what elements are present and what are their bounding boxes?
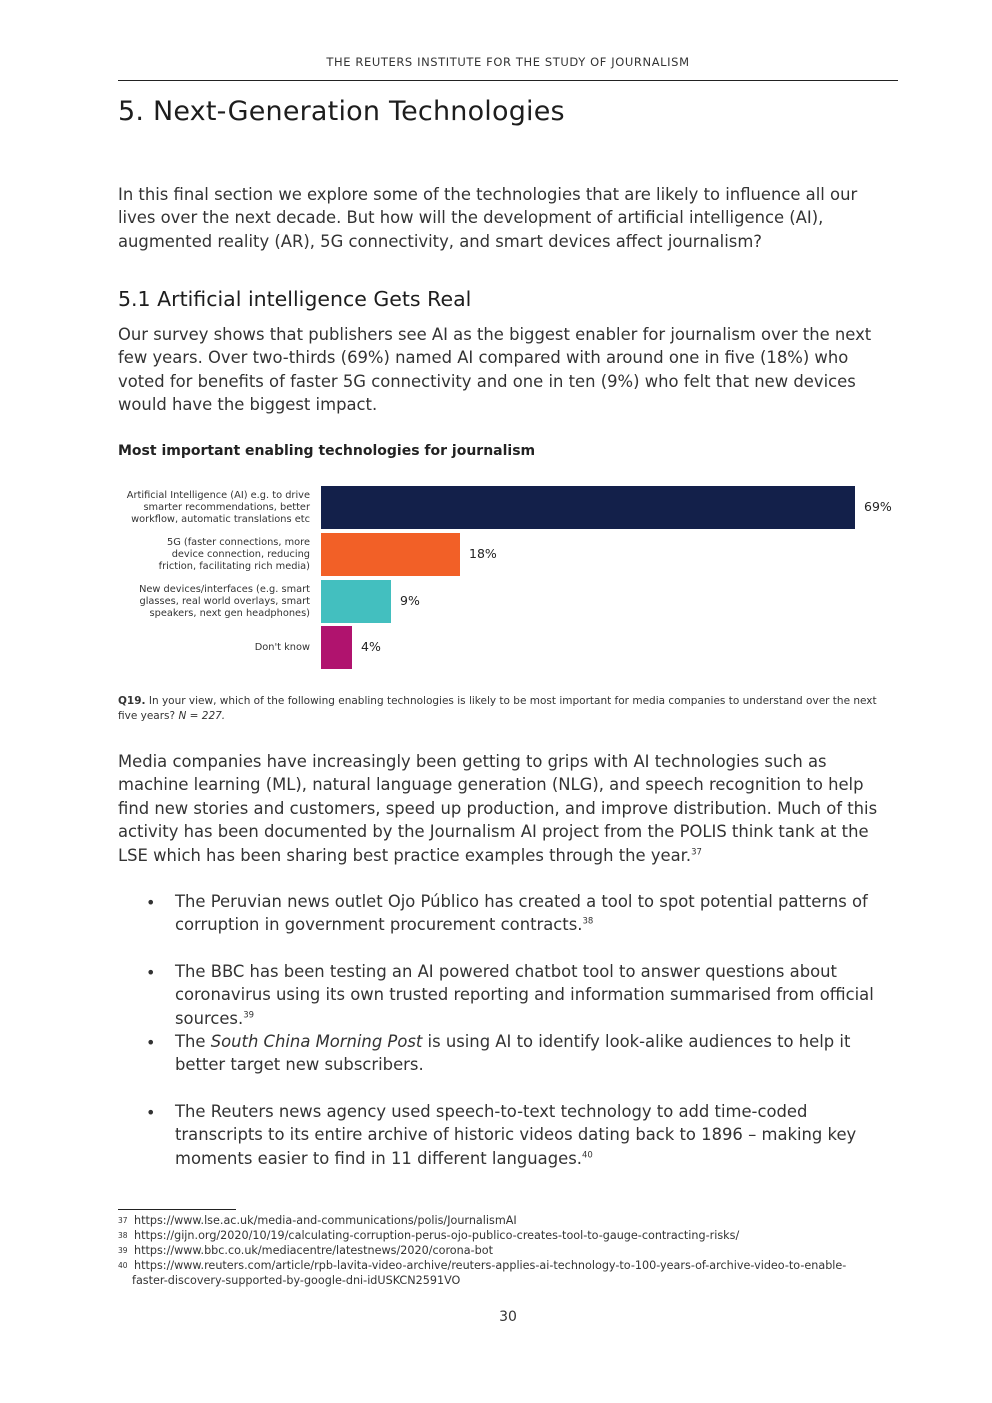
- bar-category-label-line: smarter recommendations, better: [143, 501, 310, 513]
- footnote-number: 38: [118, 1231, 128, 1240]
- footnote: [118, 1228, 898, 1243]
- footnote-ref: 37: [691, 847, 702, 858]
- bar-category-label-line: friction, facilitating rich media): [158, 560, 310, 572]
- bullet-marker: •: [146, 1103, 156, 1122]
- subsection-paragraph: Our survey shows that publishers see AI as the biggest enabler for journalism over the next few years. Over two-thirds (69%) named AI compared with around one in five (18%) who voted for benefits of faster 5G connectivity and one in ten (9%) who felt that new devices would have the biggest impact.: [118, 325, 872, 415]
- bullet-marker: •: [146, 1033, 156, 1052]
- footnote-number: 40: [118, 1261, 128, 1270]
- bar-value-label: 4%: [361, 639, 381, 654]
- bullet-marker: •: [146, 963, 156, 982]
- bullet-text-prefix: The: [175, 1032, 211, 1051]
- bullet-item: [175, 1100, 900, 1170]
- bar-category-label: [112, 642, 310, 654]
- bullet-marker: •: [146, 893, 156, 912]
- footnote-link[interactable]: https://gijn.org/2020/10/19/calculating-corruption-perus-ojo-publico-creates-tool-to-gauge-contracting-risks/: [134, 1229, 740, 1242]
- subsection-title: 5.1 Artificial intelligence Gets Real: [118, 287, 472, 311]
- intro-paragraph: In this final section we explore some of the technologies that are likely to influence all our lives over the next decade. But how will the development of artificial intelligence (AI), augmented reality (AR), 5G connectivity, and smart devices affect journalism?: [118, 185, 858, 251]
- bullet-text: The Peruvian news outlet Ojo Público has created a tool to spot potential patterns of corruption in government procurement contracts.: [175, 892, 868, 935]
- bar-value-label: 18%: [469, 546, 497, 561]
- header-divider: [118, 80, 898, 81]
- bar-category-label-line: device connection, reducing: [171, 548, 310, 560]
- chart-question-note: [118, 694, 898, 724]
- bar-category-label-line: workflow, automatic translations etc: [131, 513, 310, 525]
- bullet-item: [175, 890, 900, 937]
- bullet-text: The Reuters news agency used speech-to-text technology to add time-coded transcripts to its entire archive of historic videos dating back to 1896 – making key moments easier to find in 11 different languages.: [175, 1102, 857, 1168]
- question-id: Q19.: [118, 695, 146, 707]
- bar-category-label-line: Don't know: [254, 641, 310, 653]
- bar: [321, 533, 460, 576]
- footnote-ref: 40: [581, 1150, 593, 1161]
- bar: [321, 486, 855, 529]
- bullet-text: is using AI to identify look-alike audiences to help it better target new subscribers.: [175, 1032, 851, 1075]
- bar-category-label: [112, 490, 310, 526]
- section-title: 5. Next-Generation Technologies: [118, 96, 565, 127]
- bar-value-label: 9%: [400, 593, 420, 608]
- running-header: THE REUTERS INSTITUTE FOR THE STUDY OF JOURNALISM: [326, 55, 690, 69]
- bar-category-label-line: New devices/interfaces (e.g. smart: [139, 583, 310, 595]
- publication-name: South China Morning Post: [210, 1032, 423, 1051]
- bar-category-label-line: 5G (faster connections, more: [166, 536, 310, 548]
- body-paragraph: [118, 750, 898, 867]
- bar: [321, 580, 391, 623]
- footnote-ref: 39: [243, 1010, 255, 1021]
- footnote-link[interactable]: https://www.lse.ac.uk/media-and-communications/polis/JournalismAI: [134, 1214, 517, 1227]
- bar-category-label: [112, 584, 310, 620]
- bar-category-label-line: glasses, real world overlays, smart: [139, 595, 310, 607]
- bar-category-label-line: Artificial Intelligence (AI) e.g. to drive: [126, 489, 310, 501]
- chart-title: Most important enabling technologies for journalism: [118, 443, 536, 459]
- footnote-link[interactable]: https://www.reuters.com/article/rpb-lavita-video-archive/reuters-applies-ai-technology-to-100-years-of-archive-video-to-enable-: [134, 1259, 847, 1272]
- footnote-ref: 38: [582, 916, 594, 927]
- footnote-number: 37: [118, 1216, 128, 1225]
- bar-category-label: [112, 537, 310, 573]
- footnote-divider: [118, 1209, 236, 1210]
- bar: [321, 626, 352, 669]
- bullet-item: [175, 1030, 900, 1077]
- bar-category-label-line: speakers, next gen headphones): [149, 607, 310, 619]
- bar-value-label: 69%: [864, 499, 892, 514]
- footnote-link[interactable]: https://www.bbc.co.uk/mediacentre/latestnews/2020/corona-bot: [134, 1244, 493, 1257]
- page-number: 30: [499, 1309, 517, 1325]
- bullet-text: The BBC has been testing an AI powered chatbot tool to answer questions about coronavirus using its own trusted reporting and information summarised from official sources.: [175, 962, 874, 1028]
- sample-size: N = 227.: [178, 710, 226, 722]
- footnote: [118, 1258, 898, 1288]
- footnote-number: 39: [118, 1246, 128, 1255]
- bullet-item: [175, 960, 900, 1030]
- footnote: [118, 1243, 898, 1258]
- footnote-link-continued[interactable]: faster-discovery-supported-by-google-dni-idUSKCN2591VO: [132, 1274, 461, 1287]
- footnote: [118, 1213, 898, 1228]
- body-paragraph-text: Media companies have increasingly been getting to grips with AI technologies such as machine learning (ML), natural language generation (NLG), and speech recognition to help find new stories and customers, speed up production, and improve distribution. Much of this activity has been documented by the Journalism AI project from the POLIS think tank at the LSE which has been sharing best practice examples through the year.: [118, 752, 878, 865]
- question-text: In your view, which of the following enabling technologies is likely to be most important for media companies to understand over the next five years?: [118, 695, 877, 722]
